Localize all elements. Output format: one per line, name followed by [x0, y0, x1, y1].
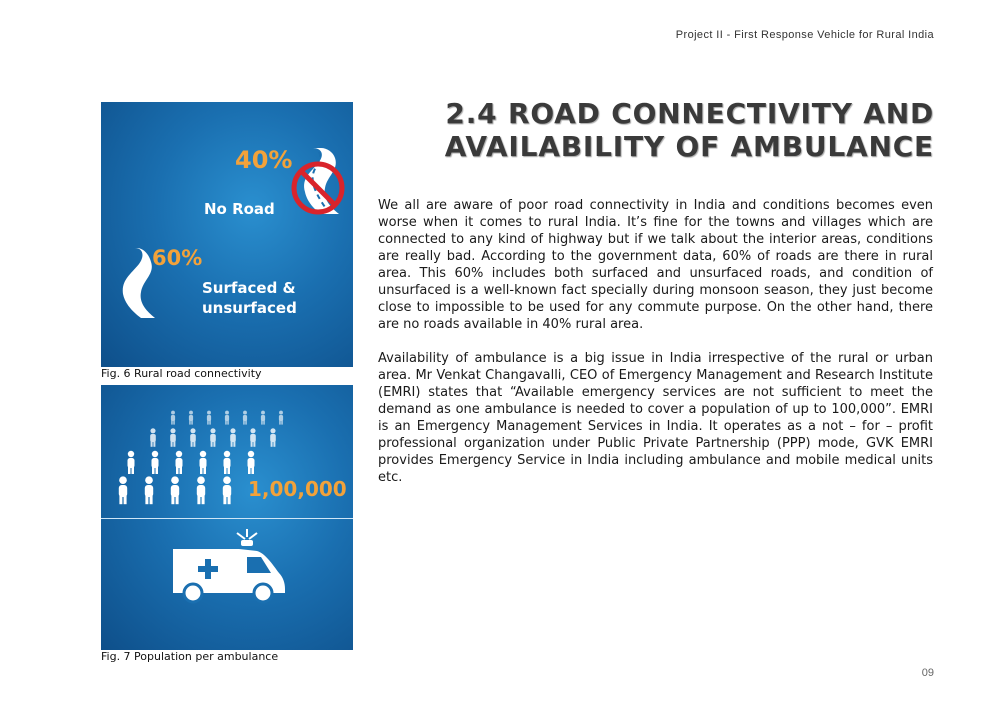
- body-text: [378, 197, 933, 503]
- project-header: Project II - First Response Vehicle for Rural India: [675, 29, 934, 41]
- figure-population-per-ambulance: [101, 385, 353, 650]
- population-figure: 1,00,000: [248, 477, 347, 501]
- surfaced-label-line1: Surfaced &: [202, 279, 296, 297]
- figure-divider: [101, 518, 353, 519]
- figure6-caption: Fig. 6 Rural road connectivity: [101, 367, 262, 380]
- surfaced-percent: 60%: [152, 246, 203, 270]
- paragraph-ambulance-availability: Availability of ambulance is a big issue in India irrespective of the rural or urban area. Mr Venkat Changavalli, CEO of Emergency Management and Research Institute (EMRI) states that “Available emergency services are not sufficient to meet the demand as one ambulance is needed to cover a population of up to 100,000”. EMRI is an Emergency Management Services in India. It operates as a not – for – profit professional organization under Public Private Partnership (PPP) mode, GVK EMRI provides Emergency Service in India including ambulance and mobile medical units etc.: [378, 351, 933, 485]
- figure-road-connectivity: [101, 102, 353, 367]
- paragraph-road-connectivity: We all are aware of poor road connectivity in India and conditions becomes even worse when it comes to rural India. It’s fine for the towns and villages which are connected to any kind of highway but if we talk about the interior areas, conditions are really bad. According to the government data, 60% of roads are there in rural area. This 60% includes both surfaced and unsurfaced roads, and condition of unsurfaced is a well-known fact specially during monsoon season, they just become close to impossible to be used for any commute purpose. On the other hand, there are no roads available in 40% rural area.: [378, 198, 933, 332]
- surfaced-label-line2: unsurfaced: [202, 299, 297, 317]
- section-title: [414, 97, 934, 163]
- no-road-icon: [291, 144, 347, 216]
- page-number: 09: [921, 667, 934, 679]
- surfaced-label: [202, 278, 297, 318]
- figure7-caption: Fig. 7 Population per ambulance: [101, 650, 279, 663]
- no-road-percent: 40%: [235, 146, 293, 174]
- no-road-label: No Road: [204, 200, 275, 218]
- ambulance-icon: [169, 527, 287, 605]
- section-title-line2: AVAILABILITY OF AMBULANCE: [444, 130, 934, 163]
- section-title-line1: 2.4 ROAD CONNECTIVITY AND: [445, 97, 934, 130]
- road-icon: [115, 246, 157, 320]
